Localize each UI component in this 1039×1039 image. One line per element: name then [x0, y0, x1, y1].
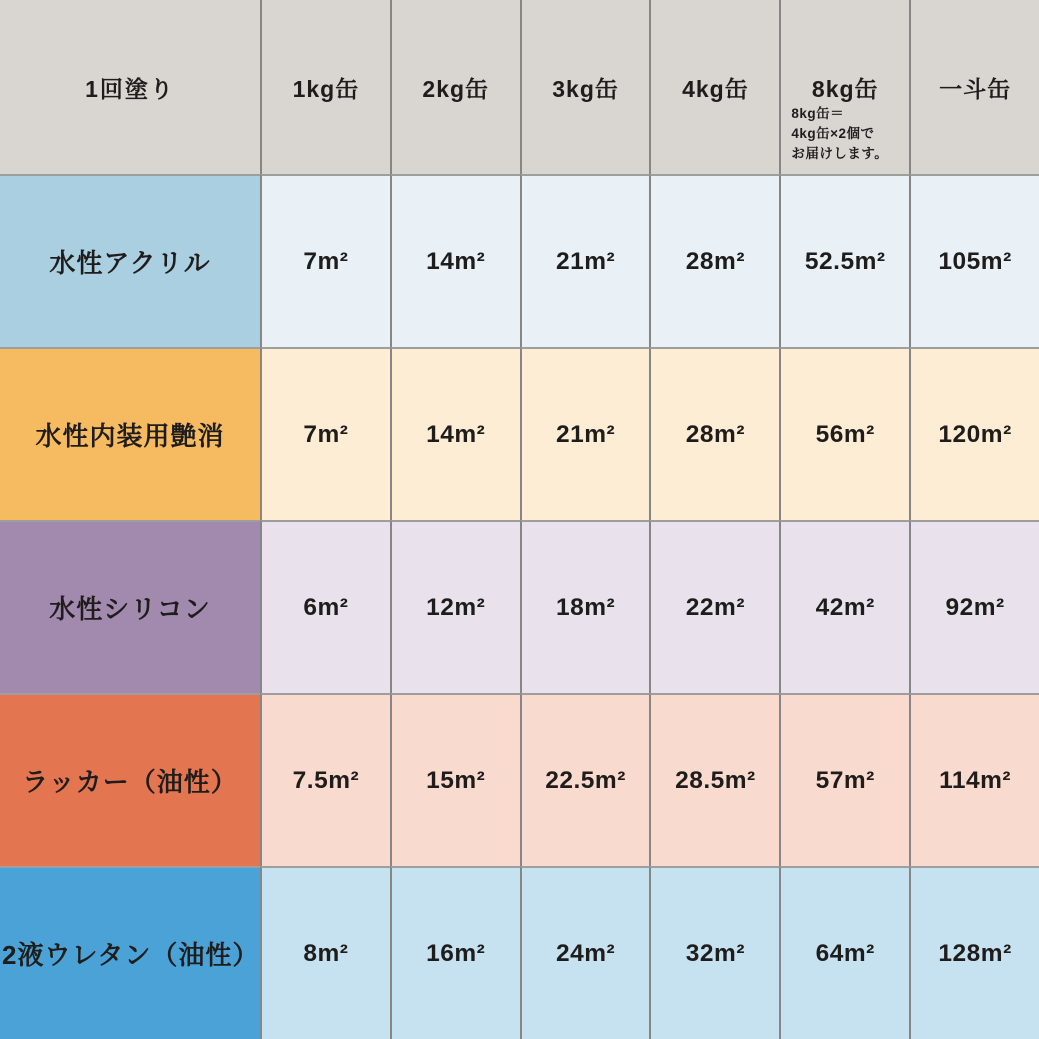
value-cell: 22m²: [649, 520, 779, 693]
value-cell: 57m²: [779, 693, 909, 866]
column-header-label: 8kg缶: [811, 75, 879, 102]
column-note-line: お届けします。: [791, 145, 889, 161]
value-cell: 105m²: [909, 174, 1039, 347]
column-note-line: 8kg缶＝: [791, 106, 845, 122]
value-cell: 18m²: [520, 520, 650, 693]
value-cell: 12m²: [390, 520, 520, 693]
value-cell: 28.5m²: [649, 693, 779, 866]
value-cell: 64m²: [779, 866, 909, 1039]
value-cell: 21m²: [520, 174, 650, 347]
column-header-label: 1kg缶: [292, 75, 360, 102]
column-header-4: [649, 0, 779, 174]
row-label-text: 水性アクリル: [49, 248, 211, 278]
column-header-6: [909, 0, 1039, 174]
value-cell: 56m²: [779, 347, 909, 520]
value-cell: 28m²: [649, 347, 779, 520]
row-label-2: [0, 347, 260, 520]
column-note-line: 4kg缶×2個で: [791, 125, 875, 141]
column-header-3: [520, 0, 650, 174]
value-cell: 6m²: [260, 520, 390, 693]
column-header-label: 4kg缶: [682, 75, 749, 102]
value-cell: 22.5m²: [520, 693, 650, 866]
corner-header-cell: [0, 0, 260, 174]
value-cell: 14m²: [390, 174, 520, 347]
value-cell: 42m²: [779, 520, 909, 693]
value-cell: 21m²: [520, 347, 650, 520]
row-label-3: [0, 520, 260, 693]
column-header-label: 2kg缶: [422, 75, 490, 102]
row-label-4: [0, 693, 260, 866]
corner-header-label: 1回塗り: [85, 75, 175, 102]
value-cell: 24m²: [520, 866, 650, 1039]
value-cell: 120m²: [909, 347, 1039, 520]
value-cell: 32m²: [649, 866, 779, 1039]
column-header-label: 3kg缶: [552, 75, 619, 102]
value-cell: 7m²: [260, 347, 390, 520]
column-header-1: [260, 0, 390, 174]
value-cell: 14m²: [390, 347, 520, 520]
row-label-text: 2液ウレタン（油性）: [2, 940, 260, 970]
value-cell: 28m²: [649, 174, 779, 347]
row-label-1: [0, 174, 260, 347]
row-label-text: 水性シリコン: [49, 594, 211, 624]
column-header-2: [390, 0, 520, 174]
row-label-text: 水性内装用艶消: [35, 421, 225, 451]
column-header-label: 一斗缶: [939, 75, 1012, 102]
value-cell: 128m²: [909, 866, 1039, 1039]
value-cell: 15m²: [390, 693, 520, 866]
value-cell: 92m²: [909, 520, 1039, 693]
value-cell: 52.5m²: [779, 174, 909, 347]
row-label-text: ラッカー（油性）: [22, 767, 238, 797]
row-label-5: [0, 866, 260, 1039]
value-cell: 16m²: [390, 866, 520, 1039]
value-cell: 7m²: [260, 174, 390, 347]
column-header-5: [779, 0, 909, 174]
value-cell: 8m²: [260, 866, 390, 1039]
value-cell: 7.5m²: [260, 693, 390, 866]
column-note: [791, 104, 907, 163]
value-cell: 114m²: [909, 693, 1039, 866]
